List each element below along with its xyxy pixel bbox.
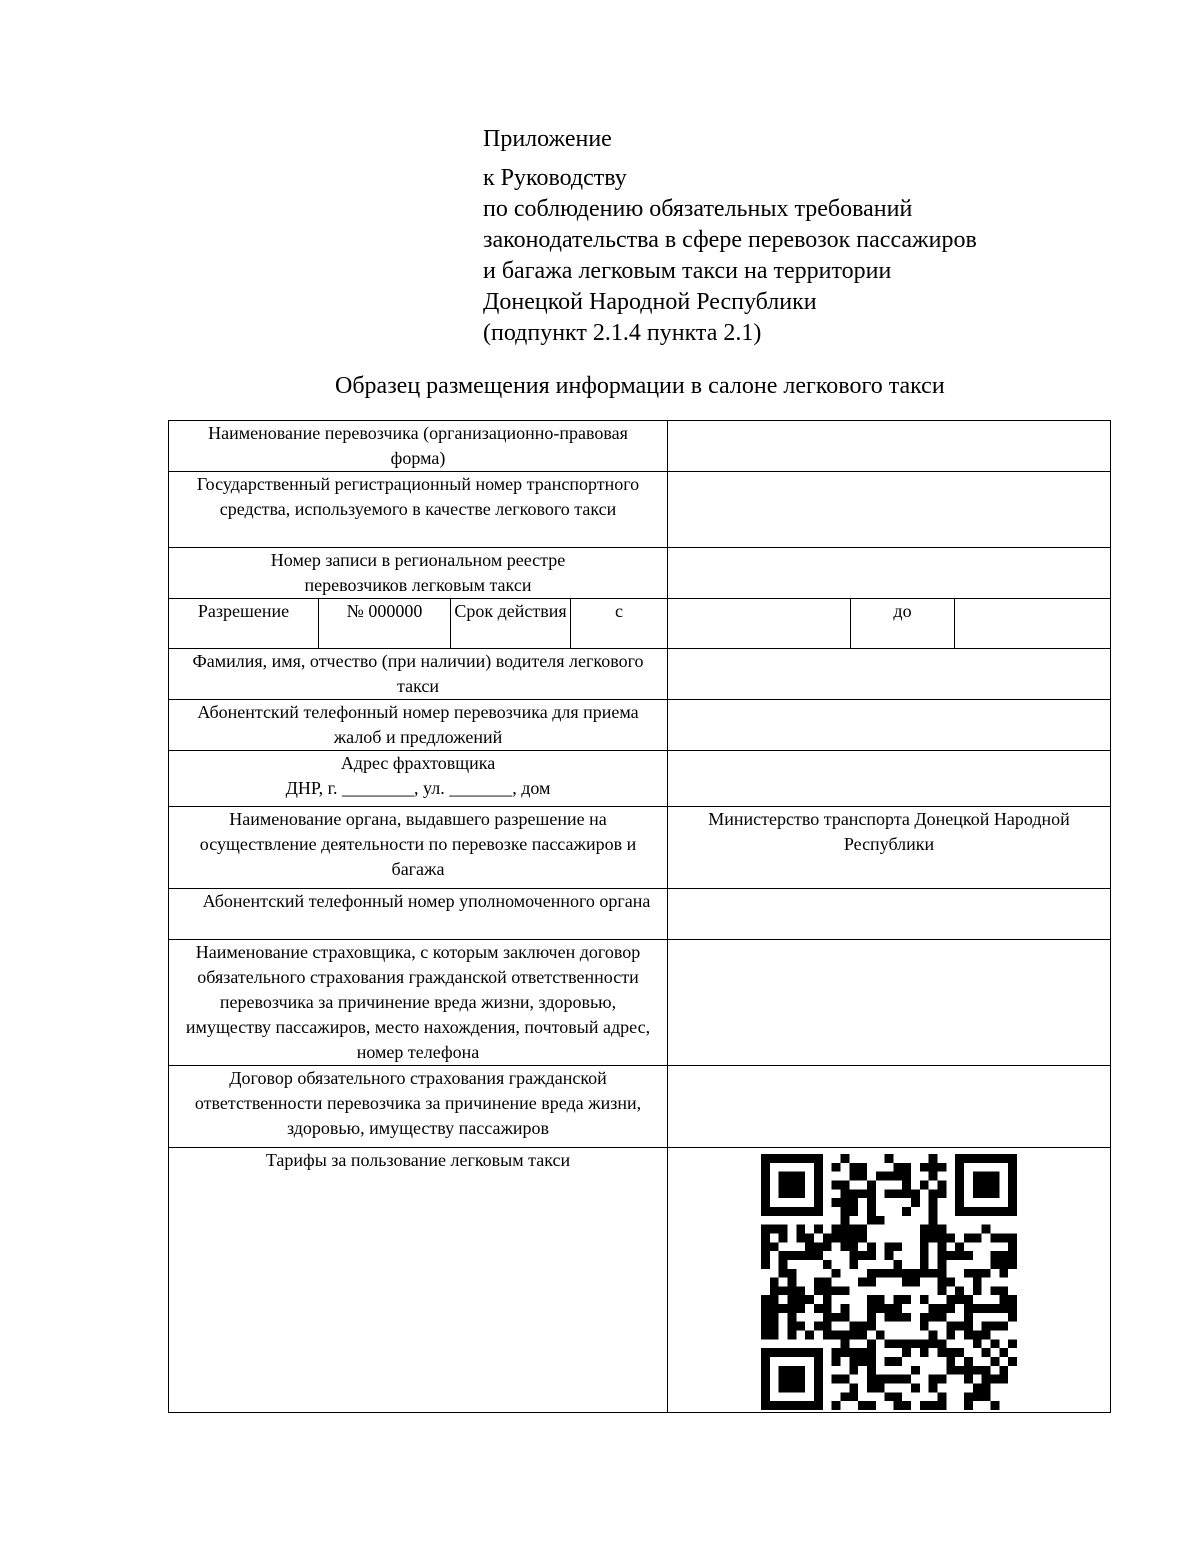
table-row	[169, 807, 1111, 889]
charterer-address-label	[169, 751, 668, 807]
address-title: Адрес фрахтовщика	[340, 753, 496, 773]
table-row	[169, 1066, 1111, 1148]
taxi-info-table	[168, 420, 1111, 1413]
appendix-header	[483, 124, 1123, 349]
insurer-label: Наименование страховщика, с которым заключен договор обязательного страхования гражданской ответственности перевозчика за причинение вреда жизни, здоровью, имуществу пассажиров, место нахождения, почтовый адрес, номер телефона	[169, 940, 668, 1066]
permit-to-value[interactable]	[955, 599, 1111, 649]
charterer-address-value[interactable]	[668, 751, 1111, 807]
carrier-phone-value[interactable]	[668, 700, 1111, 751]
permit-from-label: с	[571, 599, 668, 649]
authority-name-value: Министерство транспорта Донецкой Народной Республики	[668, 807, 1111, 889]
reg-number-label: Государственный регистрационный номер транспортного средства, используемого в качестве легкового такси	[169, 472, 668, 548]
authority-name-label: Наименование органа, выдавшего разрешение на осуществление деятельности по перевозке пассажиров и багажа	[169, 807, 668, 889]
carrier-phone-label: Абонентский телефонный номер перевозчика для приема жалоб и предложений	[169, 700, 668, 751]
table-row	[169, 472, 1111, 548]
table-row	[169, 889, 1111, 940]
appendix-line: законодательства в сфере перевозок пассажиров	[483, 227, 977, 253]
table-row	[169, 649, 1111, 700]
table-row	[169, 940, 1111, 1066]
qr-code	[761, 1154, 1017, 1410]
registry-number-label: Номер записи в региональном реестре перевозчиков легковым такси	[169, 548, 668, 599]
appendix-line: Донецкой Народной Республики	[483, 289, 817, 315]
permit-number: № 000000	[319, 599, 451, 649]
permit-validity-label: Срок действия	[451, 599, 571, 649]
appendix-line: Приложение	[483, 126, 612, 152]
permit-to-label: до	[851, 599, 955, 649]
permit-from-value[interactable]	[668, 599, 851, 649]
authority-phone-label: Абонентский телефонный номер уполномоченного органа	[169, 889, 668, 940]
table-row	[169, 599, 1111, 649]
carrier-name-value[interactable]	[668, 421, 1111, 472]
insurance-contract-label: Договор обязательного страхования гражданской ответственности перевозчика за причинение вреда жизни, здоровью, имуществу пассажиров	[169, 1066, 668, 1148]
address-template: ДНР, г. ________, ул. _______, дом	[285, 778, 551, 798]
tariffs-value	[668, 1148, 1111, 1413]
tariffs-label: Тарифы за пользование легковым такси	[169, 1148, 668, 1413]
insurance-contract-value[interactable]	[668, 1066, 1111, 1148]
appendix-line: по соблюдению обязательных требований	[483, 196, 913, 222]
carrier-name-label: Наименование перевозчика (организационно-правовая форма)	[169, 421, 668, 472]
appendix-line: (подпункт 2.1.4 пункта 2.1)	[483, 320, 762, 346]
registry-number-value[interactable]	[668, 548, 1111, 599]
permit-label: Разрешение	[169, 599, 319, 649]
driver-name-value[interactable]	[668, 649, 1111, 700]
table-row	[169, 700, 1111, 751]
appendix-line: к Руководству	[483, 165, 627, 191]
table-row	[169, 421, 1111, 472]
table-row	[169, 548, 1111, 599]
authority-phone-value[interactable]	[668, 889, 1111, 940]
insurer-value[interactable]	[668, 940, 1111, 1066]
driver-name-label: Фамилия, имя, отчество (при наличии) водителя легкового такси	[169, 649, 668, 700]
appendix-line: и багажа легковым такси на территории	[483, 258, 892, 284]
table-row	[169, 1148, 1111, 1413]
table-row	[169, 751, 1111, 807]
page-title: Образец размещения информации в салоне легкового такси	[335, 373, 945, 399]
reg-number-value[interactable]	[668, 472, 1111, 548]
